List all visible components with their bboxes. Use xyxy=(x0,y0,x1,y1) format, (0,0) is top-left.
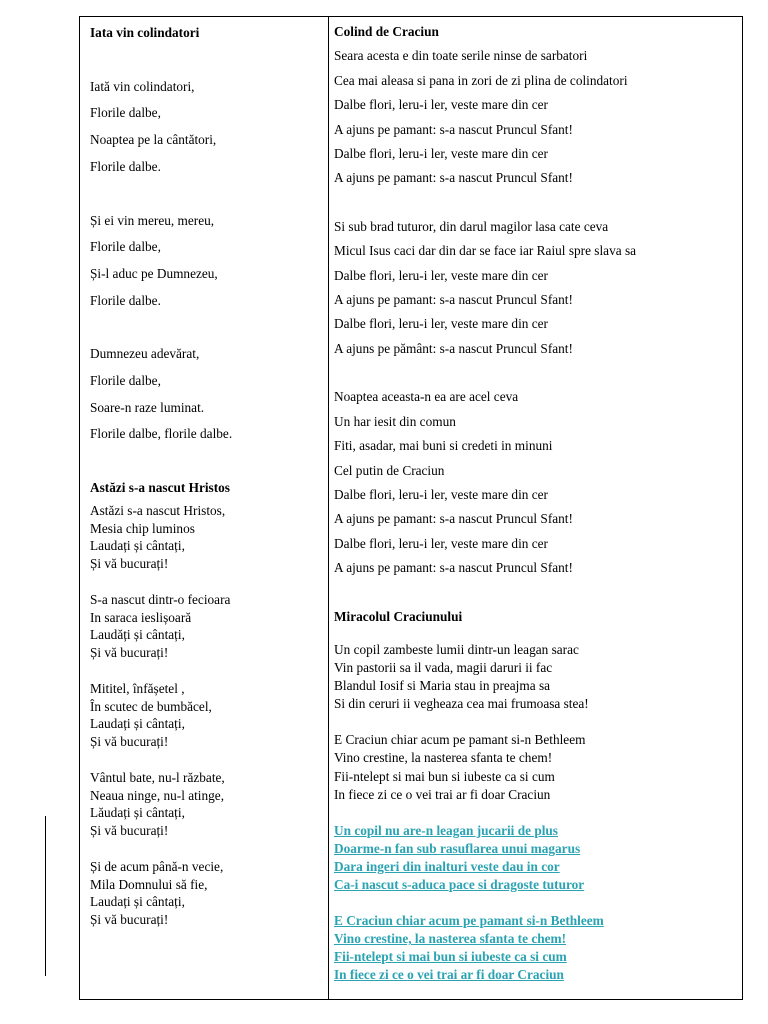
lyric-line: Lăudați și cântați, xyxy=(90,805,185,821)
song-title: Colind de Craciun xyxy=(334,24,439,39)
lyric-line: Noaptea aceasta-n ea are acel ceva xyxy=(334,389,519,405)
lyric-line: Mila Domnului să fie, xyxy=(90,876,208,892)
lyric-link[interactable]: Ca-i nascut s-aduca pace si dragoste tuturor xyxy=(334,876,585,892)
lyric-line: Florile dalbe, xyxy=(90,239,161,255)
song-title: Iata vin colindatori xyxy=(90,25,200,40)
lyric-line: Vin pastorii sa il vada, magii daruri ii fac xyxy=(334,660,553,676)
lyric-line: Mesia chip luminos xyxy=(90,520,195,536)
stanza xyxy=(90,341,328,448)
lyric-line: Florile dalbe, xyxy=(90,373,161,389)
lyric-line: Florile dalbe, xyxy=(90,105,161,121)
lyric-line: Un har iesit din comun xyxy=(334,413,456,429)
linked-stanza xyxy=(334,822,742,894)
stanza xyxy=(90,502,328,573)
lyric-line: Noaptea pe la cântători, xyxy=(90,132,217,148)
lyric-line: Mititel, înfășetel , xyxy=(90,680,185,696)
lyric-line: A ajuns pe pamant: s-a nascut Pruncul Sfant! xyxy=(334,560,573,576)
lyric-line: Astăzi s-a nascut Hristos, xyxy=(90,502,226,518)
lyric-line: Vântul bate, nu-l răzbate, xyxy=(90,769,225,785)
lyrics-table xyxy=(79,16,743,1000)
lyric-line: Florile dalbe, florile dalbe. xyxy=(90,426,233,442)
lyric-line: Și vă bucurați! xyxy=(90,645,169,661)
stanza xyxy=(334,215,742,361)
lyric-link[interactable]: E Craciun chiar acum pe pamant si-n Bethleem xyxy=(334,913,604,929)
lyric-line: În scutec de bumbăcel, xyxy=(90,698,212,714)
lyric-line: Dalbe flori, leru-i ler, veste mare din cer xyxy=(334,267,548,283)
lyric-line: Blandul Iosif si Maria stau in preajma sa xyxy=(334,678,551,694)
lyric-line: Și ei vin mereu, mereu, xyxy=(90,212,215,228)
lyric-line: Laudăți și cântați, xyxy=(90,627,185,643)
lyric-line: Și de acum până-n vecie, xyxy=(90,858,224,874)
lyric-line: Fiti, asadar, mai buni si credeti in minuni xyxy=(334,438,553,454)
lyric-line: Neaua ninge, nu-l atinge, xyxy=(90,787,225,803)
lyric-line: Si din ceruri ii vegheaza cea mai frumoasa stea! xyxy=(334,696,589,712)
linked-stanza xyxy=(334,912,742,984)
stanza xyxy=(90,680,328,751)
lyric-line: S-a nascut dintr-o fecioara xyxy=(90,591,231,607)
lyric-line: Florile dalbe. xyxy=(90,158,161,174)
lyric-line: Și vă bucurați! xyxy=(90,556,169,572)
stanza xyxy=(90,591,328,662)
lyric-line: Iată vin colindatori, xyxy=(90,78,195,94)
lyric-line: Soare-n raze luminat. xyxy=(90,399,205,415)
lyric-line: Dalbe flori, leru-i ler, veste mare din cer xyxy=(334,146,548,162)
lyric-line: Laudați și cântați, xyxy=(90,894,185,910)
stanza xyxy=(90,858,328,929)
lyric-line: Cel putin de Craciun xyxy=(334,462,445,478)
lyric-line: In saraca ieslișoară xyxy=(90,609,192,625)
lyric-line: Dumnezeu adevărat, xyxy=(90,346,200,362)
stanza xyxy=(334,641,742,713)
left-column xyxy=(80,17,329,999)
song-title: Miracolul Craciunului xyxy=(334,608,463,624)
lyric-line: Și-l aduc pe Dumnezeu, xyxy=(90,265,218,281)
lyric-line: A ajuns pe pamant: s-a nascut Pruncul Sfant! xyxy=(334,511,573,527)
lyric-link[interactable]: Un copil nu are-n leagan jucarii de plus xyxy=(334,822,558,838)
lyric-line: Un copil zambeste lumii dintr-un leagan sarac xyxy=(334,641,579,657)
lyric-line: Fii-ntelept si mai bun si iubeste ca si cum xyxy=(334,768,555,784)
lyric-line: Dalbe flori, leru-i ler, veste mare din cer xyxy=(334,316,548,332)
lyric-line: Seara acesta e din toate serile ninse de sarbatori xyxy=(334,48,588,64)
lyric-line: In fiece zi ce o vei trai ar fi doar Craciun xyxy=(334,786,551,802)
stanza xyxy=(334,731,742,803)
stanza xyxy=(334,44,742,190)
lyric-line: Vino crestine, la nasterea sfanta te chem! xyxy=(334,750,553,766)
lyric-line: E Craciun chiar acum pe pamant si-n Bethleem xyxy=(334,732,586,748)
lyric-line: Florile dalbe. xyxy=(90,292,161,308)
song-title: Astăzi s-a nascut Hristos xyxy=(90,480,230,496)
lyric-line: Cea mai aleasa si pana in zori de zi plina de colindatori xyxy=(334,72,628,88)
lyric-link[interactable]: In fiece zi ce o vei trai ar fi doar Craciun xyxy=(334,967,564,983)
lyric-link[interactable]: Fii-ntelept si mai bun si iubeste ca si cum xyxy=(334,949,567,965)
right-column xyxy=(329,17,742,999)
lyric-line: Laudați și cântați, xyxy=(90,716,185,732)
lyric-line: Și vă bucurați! xyxy=(90,912,169,928)
lyric-line: A ajuns pe pământ: s-a nascut Pruncul Sfant! xyxy=(334,340,573,356)
stanza xyxy=(90,769,328,840)
lyric-line: A ajuns pe pamant: s-a nascut Pruncul Sfant! xyxy=(334,292,573,308)
lyric-line: Si sub brad tuturor, din darul magilor lasa cate ceva xyxy=(334,218,609,234)
stanza xyxy=(90,74,328,181)
lyric-line: Dalbe flori, leru-i ler, veste mare din cer xyxy=(334,486,548,502)
lyric-line: A ajuns pe pamant: s-a nascut Pruncul Sfant! xyxy=(334,121,573,137)
margin-line xyxy=(45,816,46,976)
lyric-link[interactable]: Dara ingeri din inalturi veste dau in cor xyxy=(334,858,560,874)
lyric-line: Dalbe flori, leru-i ler, veste mare din cer xyxy=(334,535,548,551)
lyric-line: Dalbe flori, leru-i ler, veste mare din cer xyxy=(334,97,548,113)
lyric-line: Laudați și cântați, xyxy=(90,538,185,554)
lyric-line: Micul Isus caci dar din dar se face iar Raiul spre slava sa xyxy=(334,243,637,259)
lyric-line: A ajuns pe pamant: s-a nascut Pruncul Sfant! xyxy=(334,170,573,186)
lyric-line: Și vă bucurați! xyxy=(90,823,169,839)
lyric-link[interactable]: Doarme-n fan sub rasuflarea unui magarus xyxy=(334,840,581,856)
lyric-line: Și vă bucurați! xyxy=(90,734,169,750)
lyric-link[interactable]: Vino crestine, la nasterea sfanta te chem! xyxy=(334,931,567,947)
stanza xyxy=(90,208,328,315)
stanza xyxy=(334,385,742,580)
